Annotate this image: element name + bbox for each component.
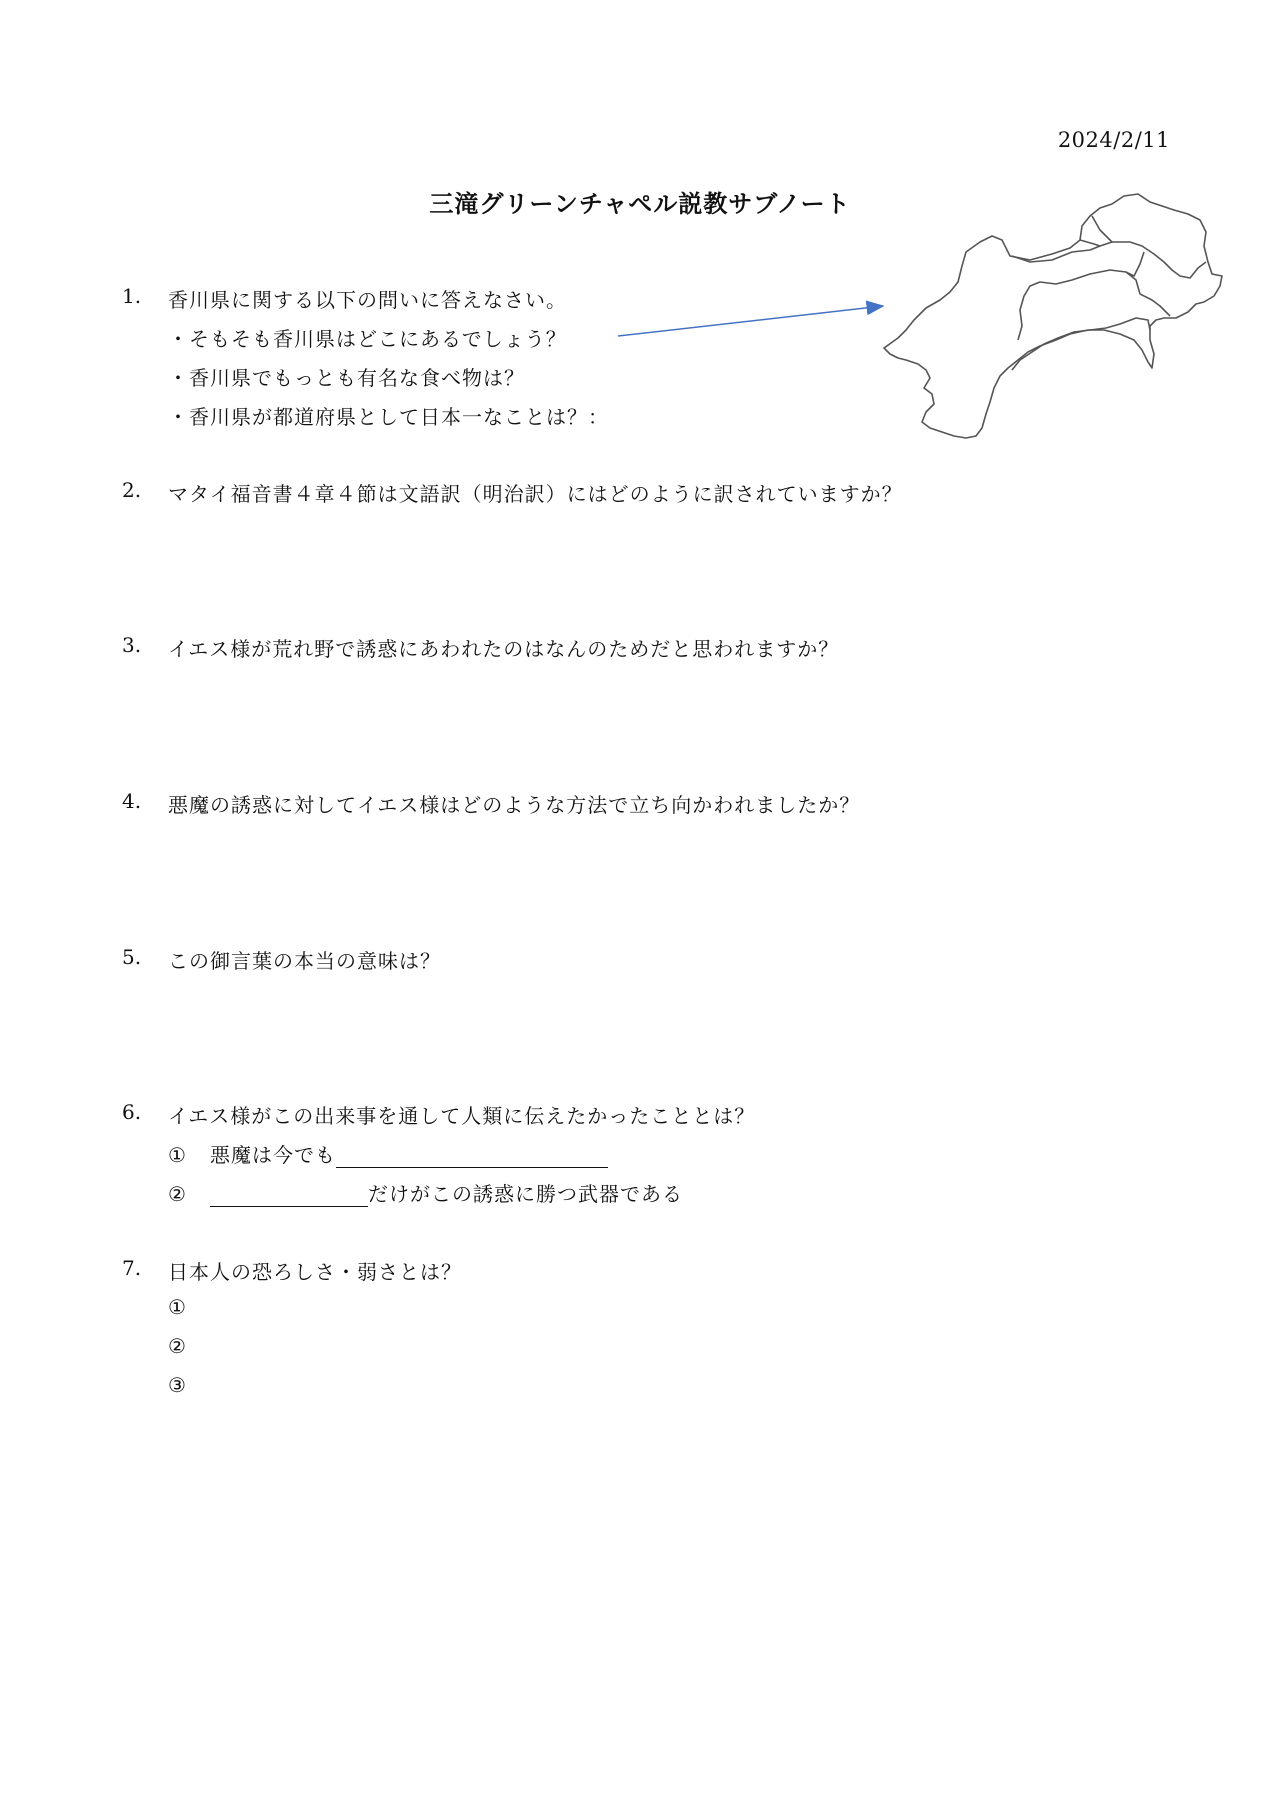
question-text: 香川県に関する以下の問いに答えなさい。 — [168, 288, 567, 312]
sub-question: ・香川県が都道府県として日本一なことは？： — [168, 405, 609, 429]
question-text: 悪魔の誘惑に対してイエス様はどのような方法で立ち向かわれましたか？ — [168, 793, 861, 817]
question-number: 6. — [122, 1100, 142, 1124]
sub-question: ・そもそも香川県はどこにあるでしょう？ — [168, 327, 567, 351]
item-mark: ① — [168, 1143, 187, 1167]
answer-mark: ① — [168, 1295, 187, 1319]
item-text: 悪魔は今でも — [210, 1143, 336, 1167]
question-number: 3. — [122, 633, 142, 657]
question-number: 4. — [122, 789, 142, 813]
question-text: 日本人の恐ろしさ・弱さとは？ — [168, 1260, 462, 1284]
prefecture-outlines — [884, 194, 1222, 438]
answer-mark: ③ — [168, 1373, 187, 1397]
question-number: 2. — [122, 478, 142, 502]
question-text: マタイ福音書４章４節は文語訳（明治訳）にはどのように訳されていますか？ — [168, 482, 903, 506]
question-number: 5. — [122, 945, 142, 969]
answer-mark: ② — [168, 1334, 187, 1358]
item-text: だけがこの誘惑に勝つ武器である — [368, 1182, 683, 1206]
date: 2024/2/11 — [1057, 128, 1170, 152]
question-text: イエス様がこの出来事を通して人類に伝えたかったこととは？ — [168, 1104, 756, 1128]
question-text: イエス様が荒れ野で誘惑にあわれたのはなんのためだと思われますか？ — [168, 637, 840, 661]
question-number: 7. — [122, 1256, 142, 1280]
page-title: 三滝グリーンチャペル説教サブノート — [429, 189, 851, 218]
pointer-arrow — [618, 306, 883, 336]
sub-question: ・香川県でもっとも有名な食べ物は？ — [168, 366, 525, 390]
question-text: この御言葉の本当の意味は？ — [168, 949, 441, 973]
question-number: 1. — [122, 284, 142, 308]
item-mark: ② — [168, 1182, 187, 1206]
